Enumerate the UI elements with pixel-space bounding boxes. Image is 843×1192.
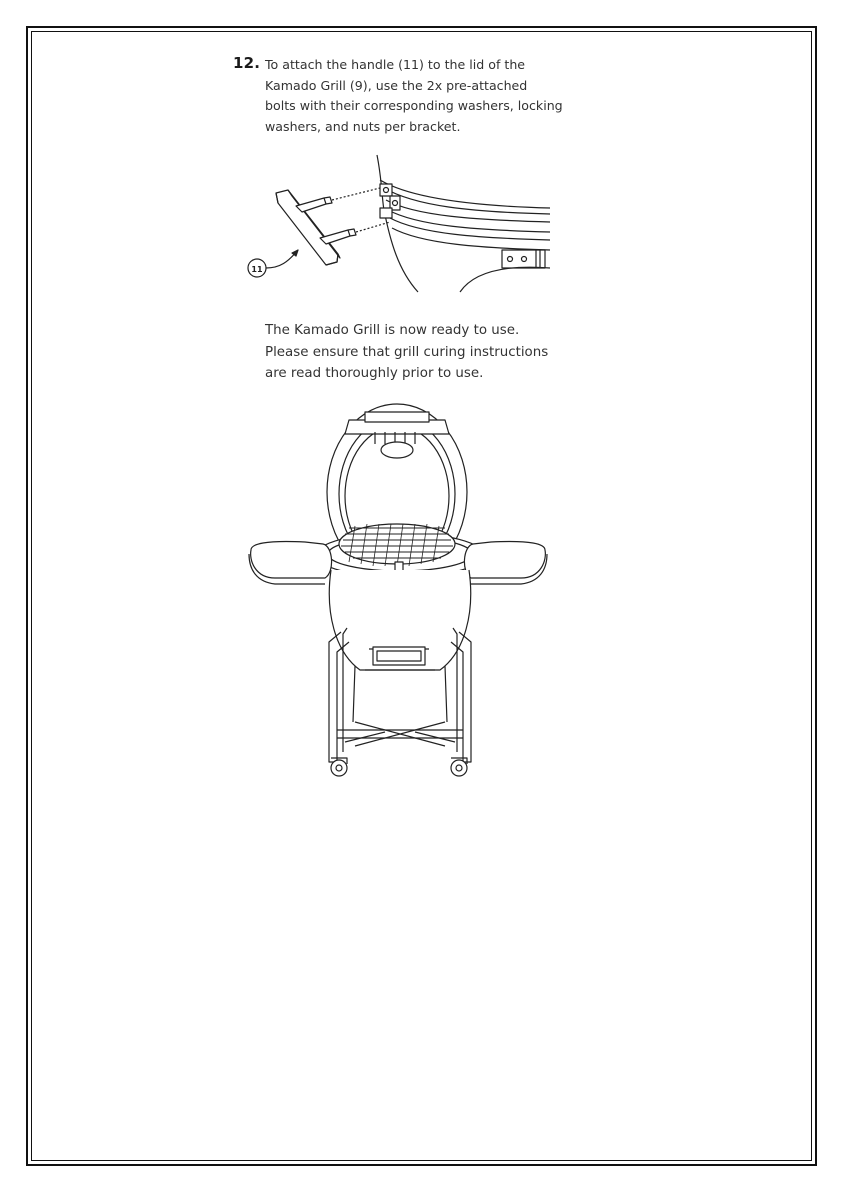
step-number: 12. (233, 54, 261, 72)
step-line: To attach the handle (11) to the lid of the (265, 57, 526, 72)
assembled-kamado-grill (245, 402, 555, 787)
ready-line: Please ensure that grill curing instructions (265, 344, 549, 360)
handle-attachment-diagram (240, 150, 555, 295)
step-line: Kamado Grill (9), use the 2x pre-attached (265, 77, 528, 93)
step-line: bolts with their corresponding washers, locking (265, 98, 563, 114)
step-line: washers, and nuts per bracket. (265, 119, 461, 135)
ready-note (265, 320, 565, 385)
callout-label: 11 (251, 265, 263, 274)
step-instructions (265, 55, 565, 138)
ready-line: The Kamado Grill is now ready to use. (265, 323, 520, 338)
ready-line: are read thoroughly prior to use. (265, 366, 484, 381)
